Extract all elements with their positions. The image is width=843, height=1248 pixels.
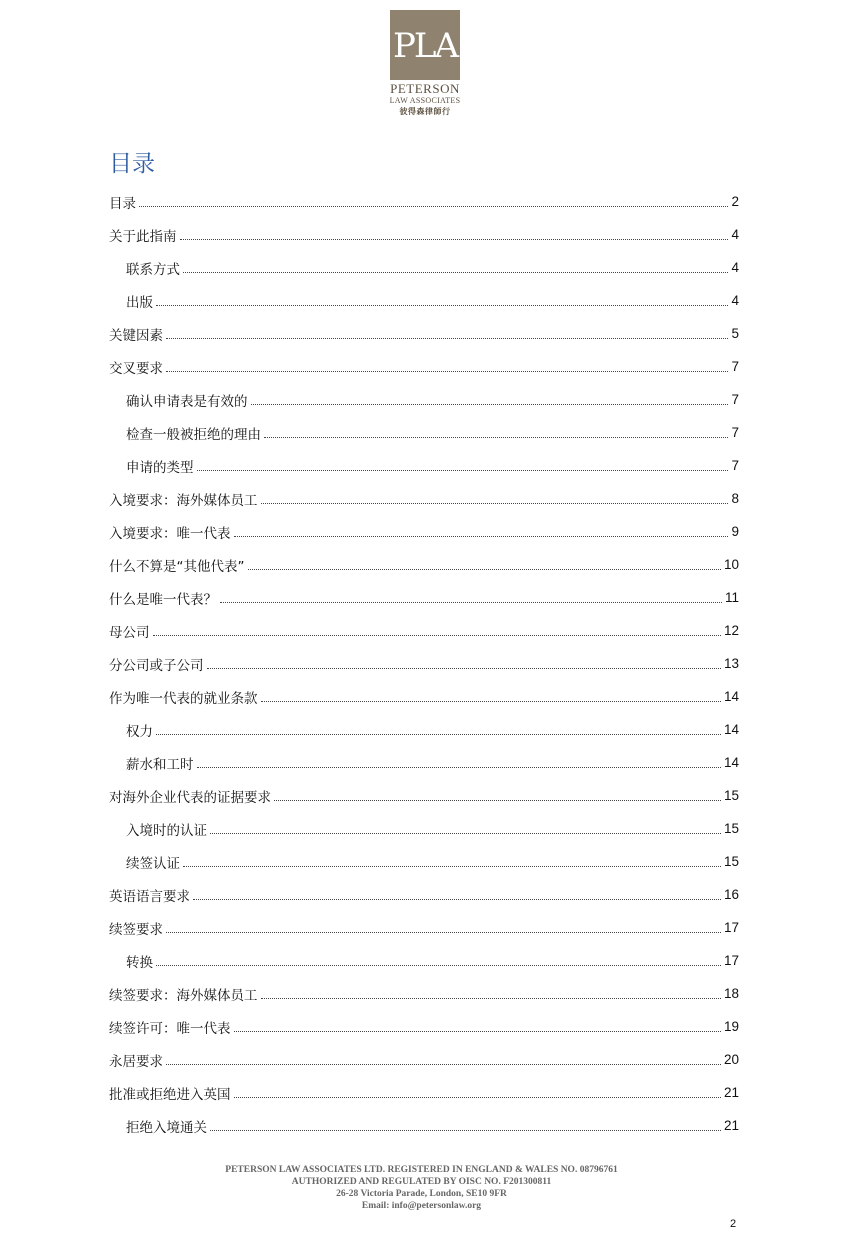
toc-entry-title: 什么不算是“其他代表” [109, 558, 245, 575]
toc-entry[interactable] [109, 713, 739, 746]
toc-entry-title: 检查一般被拒绝的理由 [126, 426, 261, 443]
toc-entry-page: 7 [731, 359, 739, 374]
toc-entry-page: 12 [723, 623, 739, 638]
toc-entry-page: 18 [723, 986, 739, 1001]
logo-name: PETERSON [390, 81, 460, 96]
toc-entry-title: 母公司 [109, 624, 150, 641]
toc-entry-title: 申请的类型 [126, 459, 194, 476]
toc-entry-title: 英语语言要求 [109, 888, 190, 905]
toc-entry[interactable] [109, 482, 739, 515]
logo-chinese-name: 彼得森律師行 [399, 107, 451, 116]
toc-entry-page: 14 [723, 689, 739, 704]
toc-leader-dots [156, 734, 721, 735]
toc-entry-title: 权力 [126, 723, 153, 740]
toc-entry-title: 确认申请表是有效的 [126, 393, 248, 410]
logo-mark: PLA [392, 26, 457, 66]
toc-entry-title: 续签认证 [126, 855, 180, 872]
toc-entry[interactable] [109, 251, 739, 284]
toc-entry-page: 17 [723, 953, 739, 968]
toc-entry-title: 入境要求：海外媒体员工 [109, 492, 258, 509]
toc-leader-dots [183, 866, 721, 867]
toc-entry[interactable] [109, 944, 739, 977]
toc-leader-dots [197, 470, 729, 471]
logo-emblem [390, 10, 460, 80]
logo-subtitle: LAW ASSOCIATES [389, 96, 461, 105]
toc-entry[interactable] [109, 581, 739, 614]
toc-leader-dots [274, 800, 721, 801]
toc-leader-dots [166, 371, 728, 372]
toc-entry-title: 关键因素 [109, 327, 163, 344]
toc-entry[interactable] [109, 614, 739, 647]
toc-entry[interactable] [109, 383, 739, 416]
toc-entry[interactable] [109, 218, 739, 251]
footer-email: Email: info@petersonlaw.org [361, 1201, 482, 1211]
toc-entry-page: 5 [731, 326, 739, 341]
firm-logo [388, 10, 462, 120]
toc-entry-page: 7 [731, 425, 739, 440]
toc-entry-page: 15 [723, 821, 739, 836]
toc-entry-page: 7 [731, 392, 739, 407]
toc-leader-dots [220, 602, 722, 603]
toc-entry-title: 入境要求：唯一代表 [109, 525, 231, 542]
toc-entry-title: 批准或拒绝进入英国 [109, 1086, 231, 1103]
toc-entry[interactable] [109, 185, 739, 218]
toc-entry-page: 2 [731, 194, 739, 209]
toc-leader-dots [156, 965, 721, 966]
toc-leader-dots [234, 1097, 721, 1098]
toc-entry[interactable] [109, 515, 739, 548]
toc-entry[interactable] [109, 416, 739, 449]
toc-leader-dots [210, 833, 721, 834]
toc-entry-page: 8 [731, 491, 739, 506]
toc-entry[interactable] [109, 1010, 739, 1043]
toc-entry-page: 4 [731, 227, 739, 242]
toc-entry[interactable] [109, 1076, 739, 1109]
toc-entry[interactable] [109, 284, 739, 317]
toc-entry-title: 作为唯一代表的就业条款 [109, 690, 258, 707]
toc-entry[interactable] [109, 779, 739, 812]
toc-entry-title: 联系方式 [126, 261, 180, 278]
toc-entry-page: 20 [723, 1052, 739, 1067]
toc-entry-page: 11 [724, 590, 739, 605]
toc-entry-page: 15 [723, 854, 739, 869]
toc-leader-dots [251, 404, 729, 405]
footer-address: 26-28 Victoria Parade, London, SE10 9FR [336, 1189, 507, 1199]
toc-leader-dots [207, 668, 721, 669]
toc-entry[interactable] [109, 1109, 739, 1142]
toc-entry-title: 续签要求 [109, 921, 163, 938]
toc-entry-title: 什么是唯一代表？ [109, 591, 217, 608]
toc-entry-page: 15 [723, 788, 739, 803]
toc-entry[interactable] [109, 845, 739, 878]
toc-entry-page: 14 [723, 755, 739, 770]
toc-leader-dots [197, 767, 721, 768]
toc-entry[interactable] [109, 977, 739, 1010]
toc-entry[interactable] [109, 449, 739, 482]
toc-entry[interactable] [109, 350, 739, 383]
toc-entry[interactable] [109, 647, 739, 680]
toc-entry-page: 4 [731, 293, 739, 308]
toc-entry-title: 拒绝入境通关 [126, 1119, 207, 1136]
footer-registration: PETERSON LAW ASSOCIATES LTD. REGISTERED IN ENGLAND & WALES NO. 08796761 [225, 1165, 618, 1175]
toc-entry-title: 续签许可：唯一代表 [109, 1020, 231, 1037]
toc-entry[interactable] [109, 680, 739, 713]
toc-entry[interactable] [109, 878, 739, 911]
toc-leader-dots [234, 1031, 721, 1032]
toc-entry-page: 13 [723, 656, 739, 671]
toc-entry-title: 续签要求：海外媒体员工 [109, 987, 258, 1004]
toc-entry[interactable] [109, 746, 739, 779]
toc-entry-title: 分公司或子公司 [109, 657, 204, 674]
toc-entry-page: 14 [723, 722, 739, 737]
toc-entry-page: 21 [723, 1085, 739, 1100]
toc-leader-dots [234, 536, 729, 537]
toc-leader-dots [166, 338, 728, 339]
toc-entry-title: 目录 [109, 195, 136, 212]
toc-entry[interactable] [109, 911, 739, 944]
toc-leader-dots [180, 239, 729, 240]
toc-entry-page: 9 [731, 524, 739, 539]
toc-entry-title: 转换 [126, 954, 153, 971]
toc-entry-page: 10 [723, 557, 739, 572]
toc-entry[interactable] [109, 812, 739, 845]
toc-entry-page: 16 [723, 887, 739, 902]
toc-entry-title: 入境时的认证 [126, 822, 207, 839]
toc-entry-title: 出版 [126, 294, 153, 311]
toc-entry-title: 对海外企业代表的证据要求 [109, 789, 271, 806]
toc-leader-dots [193, 899, 721, 900]
footer [0, 1164, 843, 1212]
toc-entry[interactable] [109, 548, 739, 581]
toc-leader-dots [261, 998, 721, 999]
toc-leader-dots [153, 635, 721, 636]
toc-entry-title: 关于此指南 [109, 228, 177, 245]
toc-entry-page: 7 [731, 458, 739, 473]
page-number: 2 [730, 1218, 737, 1230]
toc-leader-dots [264, 437, 728, 438]
toc-entry-page: 21 [723, 1118, 739, 1133]
toc-entry-page: 19 [723, 1019, 739, 1034]
toc-entry-page: 17 [723, 920, 739, 935]
toc-leader-dots [248, 569, 721, 570]
toc-leader-dots [210, 1130, 721, 1131]
toc-entry-title: 永居要求 [109, 1053, 163, 1070]
toc-leader-dots [166, 932, 721, 933]
footer-authorization: AUTHORIZED AND REGULATED BY OISC NO. F201300811 [291, 1177, 552, 1187]
toc-entry[interactable] [109, 1043, 739, 1076]
toc-leader-dots [166, 1064, 721, 1065]
toc-leader-dots [261, 701, 721, 702]
toc-entry[interactable] [109, 317, 739, 350]
toc-leader-dots [156, 305, 728, 306]
table-of-contents [109, 185, 739, 1142]
toc-leader-dots [261, 503, 729, 504]
toc-entry-page: 4 [731, 260, 739, 275]
toc-leader-dots [183, 272, 728, 273]
toc-leader-dots [139, 206, 728, 207]
toc-heading: 目录 [109, 151, 155, 177]
toc-entry-title: 薪水和工时 [126, 756, 194, 773]
toc-entry-title: 交叉要求 [109, 360, 163, 377]
